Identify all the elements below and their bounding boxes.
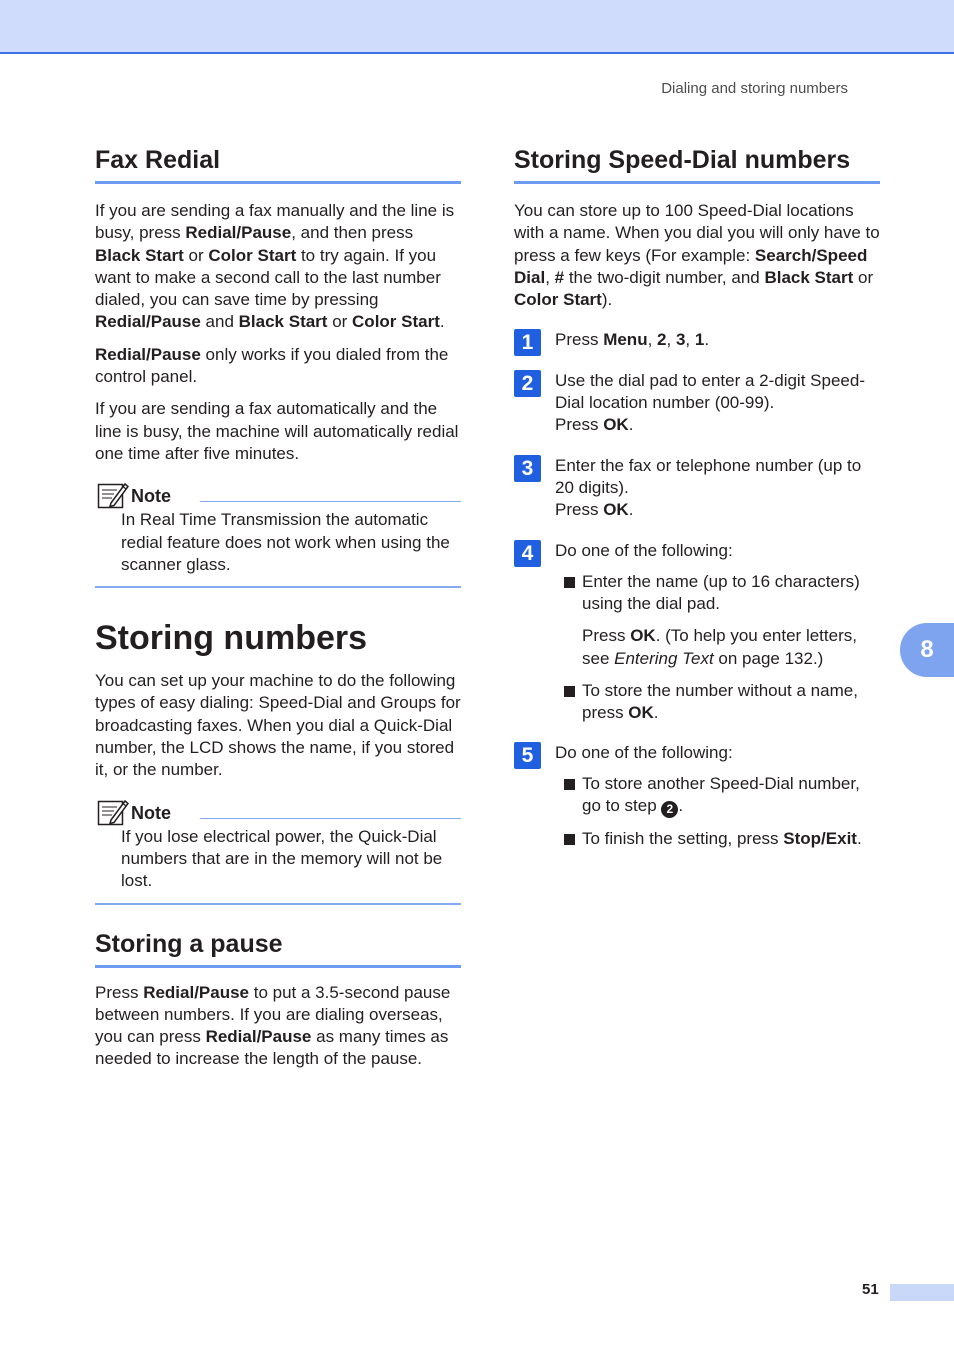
fax-redial-paragraph-1: If you are sending a fax manually and the line is busy, press Redial/Pause, and then press Black Start or Color Start to try again. If you want to make a second call to the last number dialed, you can save time by pressing Redial/Pause and Black Start or Color Start. bbox=[95, 201, 455, 332]
note-text: In Real Time Transmission the automatic redial feature does not work when using the scanner glass. bbox=[121, 510, 450, 574]
bullet-text bbox=[582, 773, 880, 818]
step-number-badge: 2 bbox=[514, 370, 541, 397]
note-rule bbox=[200, 501, 461, 502]
top-color-band bbox=[0, 0, 954, 54]
step-text: Use the dial pad to enter a 2-digit Speed-Dial location number (00-99). Press OK. bbox=[555, 370, 865, 435]
chapter-tab: 8 bbox=[900, 623, 954, 677]
step-text: Enter the fax or telephone number (up to 20 digits). Press OK. bbox=[555, 455, 862, 520]
bullet-text-end: . bbox=[678, 796, 684, 816]
step-reference-badge: 2 bbox=[661, 801, 678, 818]
note-label: Note bbox=[131, 486, 171, 507]
fax-redial-heading: Fax Redial bbox=[95, 145, 461, 184]
right-column bbox=[514, 145, 880, 851]
bullet-text: Enter the name (up to 16 characters) using the dial pad. bbox=[582, 571, 860, 614]
bullet-item bbox=[556, 828, 880, 850]
storing-pause-paragraph: Press Redial/Pause to put a 3.5-second pause between numbers. If you are dialing overseas, you can press Redial/Pause as many times as needed to increase the length of the pause. bbox=[95, 982, 451, 1069]
bullet-item bbox=[556, 571, 880, 616]
note-header bbox=[95, 796, 461, 826]
step-text: Press Menu, 2, 3, 1. bbox=[555, 330, 710, 350]
storing-numbers-paragraph: You can set up your machine to do the following types of easy dialing: Speed-Dial and Groups for broadcasting faxes. When you dial a Quick-Dial number, the LCD shows the name, if you stored it, or the number. bbox=[95, 671, 461, 780]
running-head: Dialing and storing numbers bbox=[661, 80, 848, 97]
square-bullet-icon bbox=[564, 834, 575, 845]
step-text: Do one of the following: bbox=[555, 540, 733, 560]
step-3 bbox=[514, 455, 880, 522]
speed-dial-intro: You can store up to 100 Speed-Dial locations with a name. When you dial you will only have to press a few keys (For example: Search/Speed Dial, # the two-digit number, and Black Start or Color Start). bbox=[514, 201, 880, 310]
left-column bbox=[95, 145, 461, 1071]
bullet-text: To finish the setting, press Stop/Exit. bbox=[582, 829, 862, 849]
step-number-badge: 3 bbox=[514, 455, 541, 482]
note-box bbox=[95, 479, 461, 588]
step-5 bbox=[514, 742, 880, 767]
square-bullet-icon bbox=[564, 779, 575, 790]
page-number: 51 bbox=[862, 1281, 879, 1298]
note-pencil-icon bbox=[97, 798, 129, 826]
note-text: If you lose electrical power, the Quick-Dial numbers that are in the memory will not be lost. bbox=[121, 826, 443, 891]
step-1 bbox=[514, 329, 880, 355]
bullet-item bbox=[556, 773, 880, 818]
bullet-text-main: To store another Speed-Dial number, go to step bbox=[582, 773, 860, 816]
page-number-bar bbox=[890, 1284, 954, 1301]
step-4 bbox=[514, 540, 880, 565]
bullet-subparagraph: Press OK. (To help you enter letters, see Entering Text on page 132.) bbox=[582, 626, 857, 668]
step-number-badge: 4 bbox=[514, 540, 541, 567]
note-header bbox=[95, 479, 461, 509]
step-number-badge: 1 bbox=[514, 329, 541, 356]
fax-redial-paragraph-2: Redial/Pause only works if you dialed from the control panel. bbox=[95, 344, 449, 387]
storing-pause-heading: Storing a pause bbox=[95, 929, 461, 968]
fax-redial-paragraph-3: If you are sending a fax automatically and the line is busy, the machine will automatically redial one time after five minutes. bbox=[95, 399, 459, 463]
square-bullet-icon bbox=[564, 686, 575, 697]
note-pencil-icon bbox=[97, 481, 129, 509]
step-number-badge: 5 bbox=[514, 742, 541, 769]
square-bullet-icon bbox=[564, 577, 575, 588]
note-rule bbox=[200, 818, 461, 819]
note-label: Note bbox=[131, 802, 171, 823]
storing-numbers-heading: Storing numbers bbox=[95, 619, 368, 658]
step-text: Do one of the following: bbox=[555, 742, 733, 762]
step-2 bbox=[514, 370, 880, 437]
note-box bbox=[95, 796, 461, 905]
speed-dial-heading: Storing Speed-Dial numbers bbox=[514, 145, 880, 184]
bullet-text: To store the number without a name, press OK. bbox=[582, 681, 858, 723]
bullet-item bbox=[556, 680, 880, 725]
